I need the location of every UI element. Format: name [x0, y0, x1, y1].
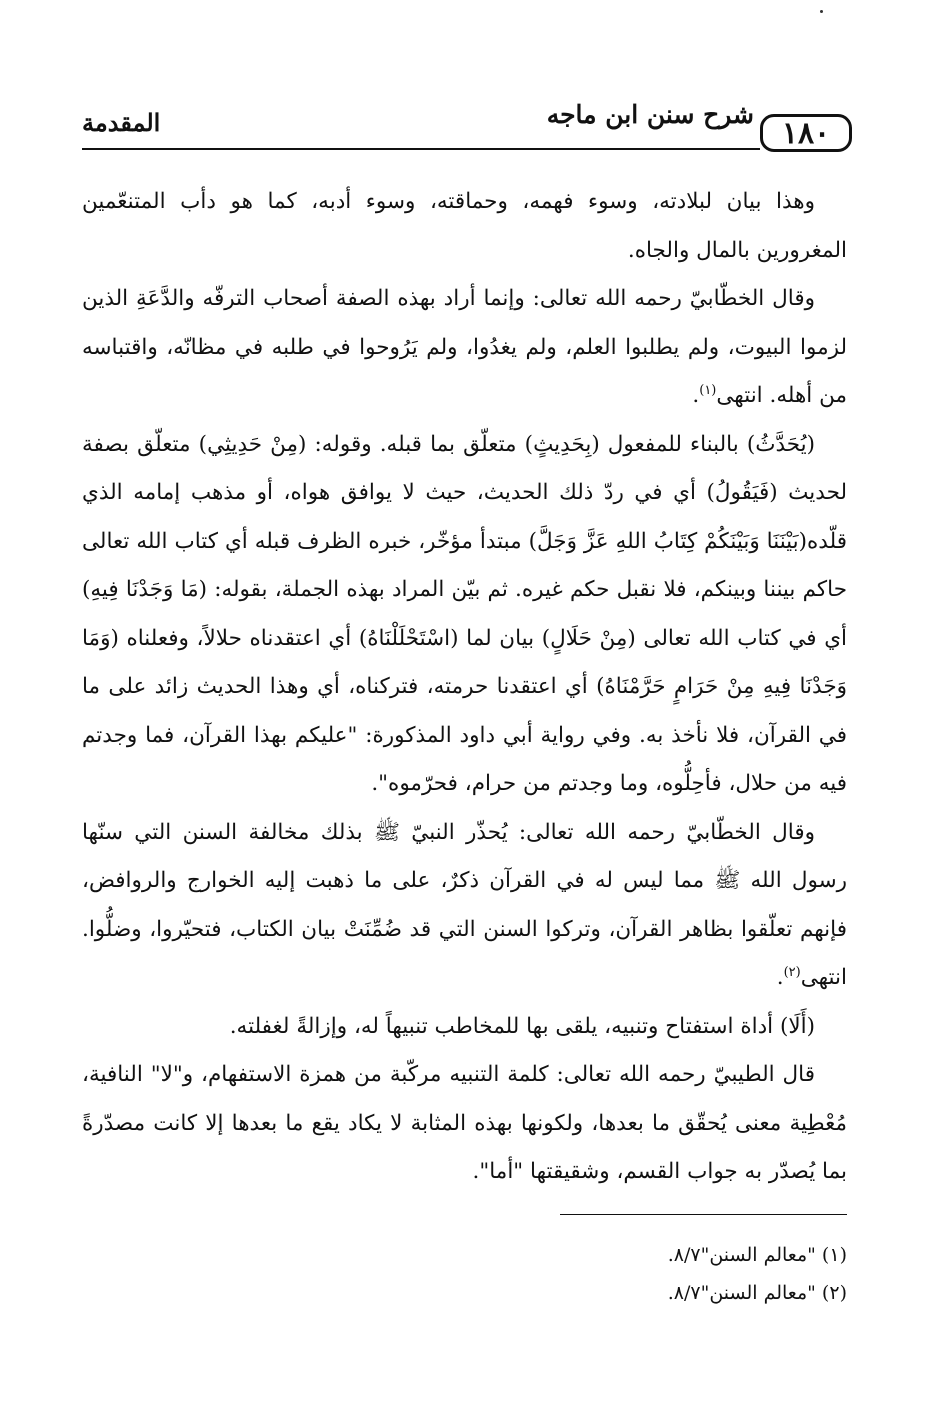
footnote-1: (١) "معالم السنن"٨/٧.: [667, 1244, 847, 1266]
paragraph-4-text: وقال الخطّابيّ رحمه الله تعالى: يُحذّر النبيّ ﷺ بذلك مخالفة السنن التي سنّها رسول الله ﷺ مما ليس له في القرآن ذكرٌ، على ما ذهبت إليه الخوارج والروافض، فإنهم تعلّقوا بظاهر القرآن، وتركوا السنن التي قد ضُمِّنَتْ بيان الكتاب، فتحيّروا، وضلُّوا. انتهى: [82, 819, 847, 990]
book-title: شرح سنن ابن ماجه: [546, 100, 754, 129]
paragraph-1: وهذا بيان لبلادته، وسوء فهمه، وحماقته، وسوء أدبه، كما هو دأب المتنعّمين المغرورين بالمال والجاه.: [82, 189, 847, 263]
paragraph-6: قال الطيبيّ رحمه الله تعالى: كلمة التنبيه مركّبة من همزة الاستفهام، و"لا" النافية، مُعْطِية معنى يُحقّق ما بعدها، ولكونها بهذه المثابة لا يكاد يقع ما بعدها إلا كانت مصدّرةً بما يُصدّر به جواب القسم، وشقيقتها "أما".: [82, 1062, 847, 1184]
page-header: [82, 100, 852, 160]
footnotes: [460, 1236, 847, 1312]
header-rule: [82, 148, 760, 150]
paragraph-2-text: وقال الخطّابيّ رحمه الله تعالى: وإنما أراد بهذه الصفة أصحاب الترفّه والدَّعَةِ الذين لزموا البيوت، ولم يطلبوا العلم، ولم يغدُوا، ولم يَرُوحوا في طلبه في مظانّه، واقتباسه من أهله. انتهى: [82, 286, 847, 408]
section-title: المقدمة: [82, 108, 161, 137]
main-text: [82, 178, 847, 1197]
paragraph-2: وقال الخطّابيّ رحمه الله تعالى: وإنما أراد بهذه الصفة أصحاب الترفّه والدَّعَةِ الذين لزموا البيوت، ولم يطلبوا العلم، ولم يغدُوا، ولم يَرُوحوا في طلبه في مظانّه، واقتباسه من أهله. انتهى$^{(١)}$.: [82, 286, 847, 408]
paragraph-5: (أَلَا) أداة استفتاح وتنبيه، يلقى بها للمخاطب تنبيهاً له، وإزالةً لغفلته.: [229, 1013, 815, 1039]
footnote-rule: [560, 1214, 847, 1215]
page-number: ١٨٠: [760, 114, 852, 152]
scan-speck: [820, 10, 823, 13]
paragraph-4: وقال الخطّابيّ رحمه الله تعالى: يُحذّر النبيّ ﷺ بذلك مخالفة السنن التي سنّها رسول الله ﷺ مما ليس له في القرآن ذكرٌ، على ما ذهبت إليه الخوارج والروافض، فإنهم تعلّقوا بظاهر القرآن، وتركوا السنن التي قد ضُمِّنَتْ بيان الكتاب، فتحيّروا، وضلُّوا. انتهى$^{(٢)}$.: [82, 819, 847, 990]
paragraph-3: (يُحَدَّثُ) بالبناء للمفعول (بِحَدِيثٍ) متعلّق بما قبله. وقوله: (مِنْ حَدِيثِي) متعلّق بصفة لحديث (فَيَقُولُ) أي في ردّ ذلك الحديث، حيث لا يوافق هواه، أو مذهب إمامه الذي قلّده(بَيْنَنَا وَبَيْنَكُمْ كِتَابُ اللهِ عَزَّ وَجَلَّ) مبتدأ مؤخّر، خبره الظرف قبله أي كتاب الله تعالى حاكم بيننا وبينكم، فلا نقبل حكم غيره. ثم بيّن المراد بهذه الجملة، بقوله: (مَا وَجَدْنَا فِيهِ) أي في كتاب الله تعالى (مِنْ حَلَالٍ) بيان لما (اسْتَحْلَلْنَاهُ) أي اعتقدناه حلالاً، وفعلناه (وَمَا وَجَدْنَا فِيهِ مِنْ حَرَامٍ حَرَّمْنَاهُ) أي اعتقدنا حرمته، فتركناه، أي وهذا الحديث زائد على ما في القرآن، فلا نأخذ به. وفي رواية أبي داود المذكورة: "عليكم بهذا القرآن، فما وجدتم فيه من حلال، فأحِلُّوه، وما وجدتم من حرام، فحرّموه".: [82, 431, 847, 796]
footnote-ref-1[interactable]: (١): [699, 382, 717, 398]
footnote-ref-2[interactable]: (٢): [783, 964, 801, 980]
footnote-2: (٢) "معالم السنن"٨/٧.: [667, 1282, 847, 1304]
